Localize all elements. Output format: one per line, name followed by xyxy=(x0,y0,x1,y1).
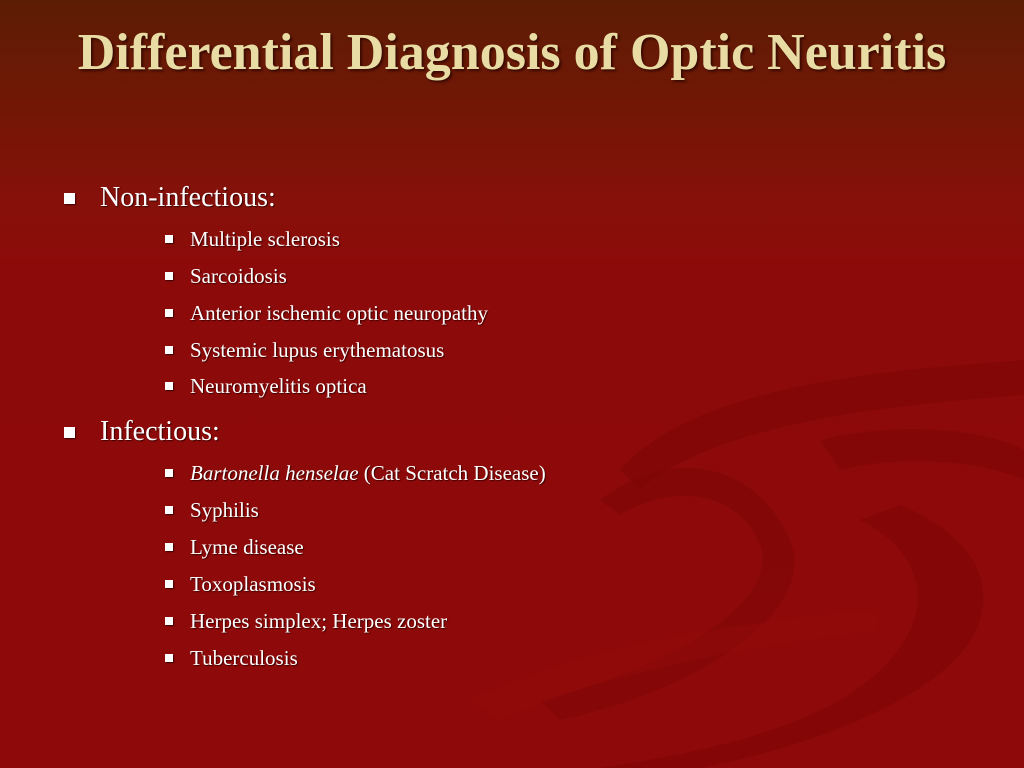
square-bullet-icon xyxy=(64,427,75,438)
square-bullet-icon xyxy=(165,617,173,625)
list-item-text: Systemic lupus erythematosus xyxy=(190,338,445,362)
square-bullet-icon xyxy=(165,235,173,243)
list-item-text: Tuberculosis xyxy=(190,646,298,670)
list-item-text: Syphilis xyxy=(190,498,259,522)
list-item-text: Anterior ischemic optic neuropathy xyxy=(190,301,488,325)
list-item-text: Sarcoidosis xyxy=(190,264,287,288)
square-bullet-icon xyxy=(64,193,75,204)
square-bullet-icon xyxy=(165,382,173,390)
square-bullet-icon xyxy=(165,506,173,514)
square-bullet-icon xyxy=(165,469,173,477)
list-item-text: Neuromyelitis optica xyxy=(190,374,367,398)
list-item-text: Lyme disease xyxy=(190,535,304,559)
square-bullet-icon xyxy=(165,654,173,662)
section-heading-text: Infectious: xyxy=(100,416,220,447)
square-bullet-icon xyxy=(165,309,173,317)
list-item-text: Herpes simplex; Herpes zoster xyxy=(190,609,448,633)
list-item-text: Toxoplasmosis xyxy=(190,572,316,596)
square-bullet-icon xyxy=(165,346,173,354)
slide-title: Differential Diagnosis of Optic Neuritis xyxy=(77,24,947,81)
list-item-text xyxy=(190,460,546,486)
species-name-italic: Bartonella henselae xyxy=(190,461,359,485)
species-description: (Cat Scratch Disease) xyxy=(358,461,546,485)
square-bullet-icon xyxy=(165,272,173,280)
square-bullet-icon xyxy=(165,580,173,588)
section-heading-text: Non-infectious: xyxy=(100,182,276,213)
list-item-text: Multiple sclerosis xyxy=(190,227,340,251)
square-bullet-icon xyxy=(165,543,173,551)
